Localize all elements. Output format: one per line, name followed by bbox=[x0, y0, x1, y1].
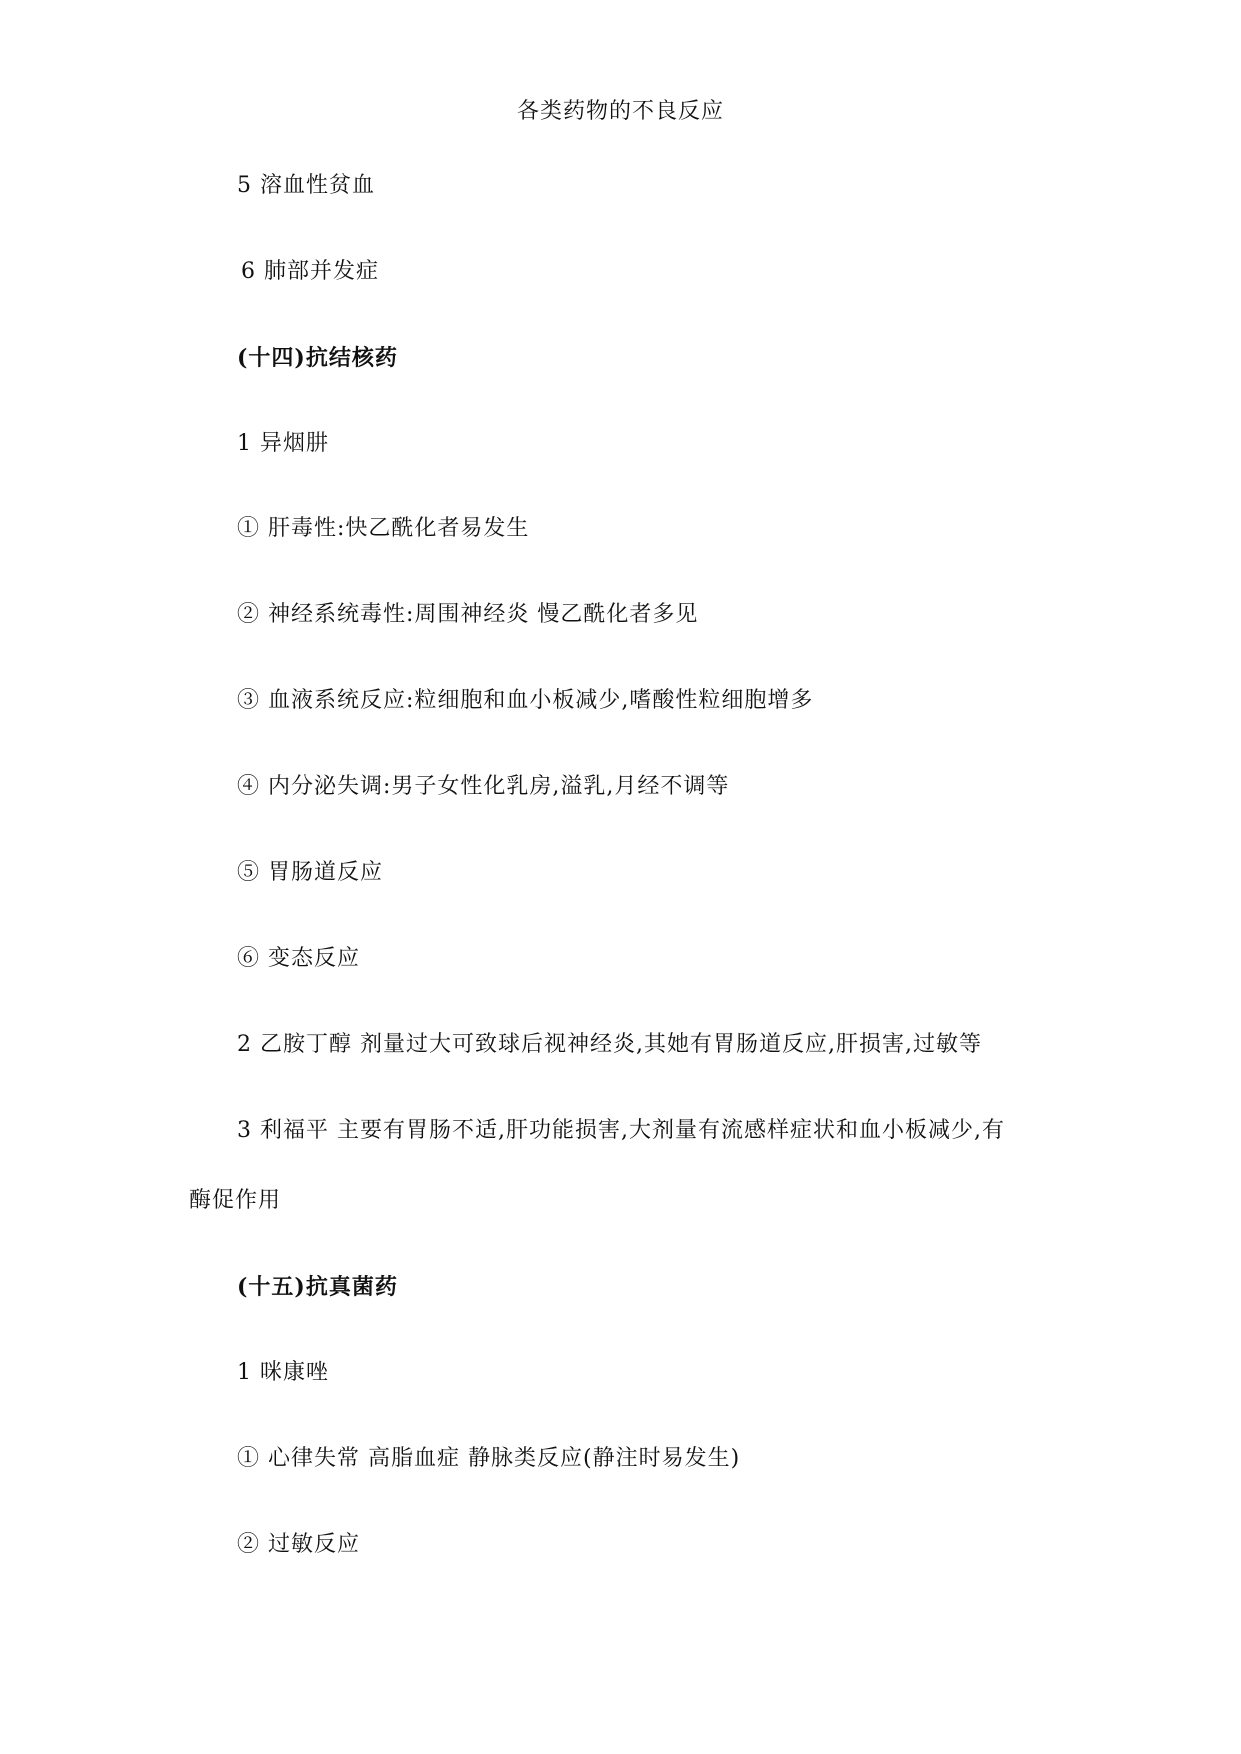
list-item: 5 溶血性贫血 bbox=[237, 173, 375, 198]
list-item: ④ 内分泌失调:男子女性化乳房,溢乳,月经不调等 bbox=[237, 774, 730, 799]
list-item: ① 肝毒性:快乙酰化者易发生 bbox=[237, 516, 530, 541]
list-item: 1 异烟肼 bbox=[237, 431, 329, 456]
list-item: ⑤ 胃肠道反应 bbox=[237, 860, 383, 885]
list-item: 6 肺部并发症 bbox=[241, 259, 379, 284]
list-item: ① 心律失常 高脂血症 静脉类反应(静注时易发生) bbox=[237, 1446, 741, 1471]
list-item: ② 过敏反应 bbox=[237, 1532, 360, 1557]
list-item: ② 神经系统毒性:周围神经炎 慢乙酰化者多见 bbox=[237, 602, 699, 627]
list-item: 3 利福平 主要有胃肠不适,肝功能损害,大剂量有流感样症状和血小板减少,有 bbox=[237, 1118, 1005, 1143]
list-item: ③ 血液系统反应:粒细胞和血小板减少,嗜酸性粒细胞增多 bbox=[237, 688, 814, 713]
section-heading: (十四)抗结核药 bbox=[237, 345, 398, 371]
list-item: 1 咪康唑 bbox=[237, 1360, 329, 1385]
page-title: 各类药物的不良反应 bbox=[516, 99, 724, 124]
list-item: ⑥ 变态反应 bbox=[237, 946, 360, 971]
list-item-continuation: 酶促作用 bbox=[189, 1188, 282, 1213]
list-item: 2 乙胺丁醇 剂量过大可致球后视神经炎,其她有胃肠道反应,肝损害,过敏等 bbox=[237, 1032, 982, 1057]
section-heading: (十五)抗真菌药 bbox=[237, 1274, 398, 1300]
